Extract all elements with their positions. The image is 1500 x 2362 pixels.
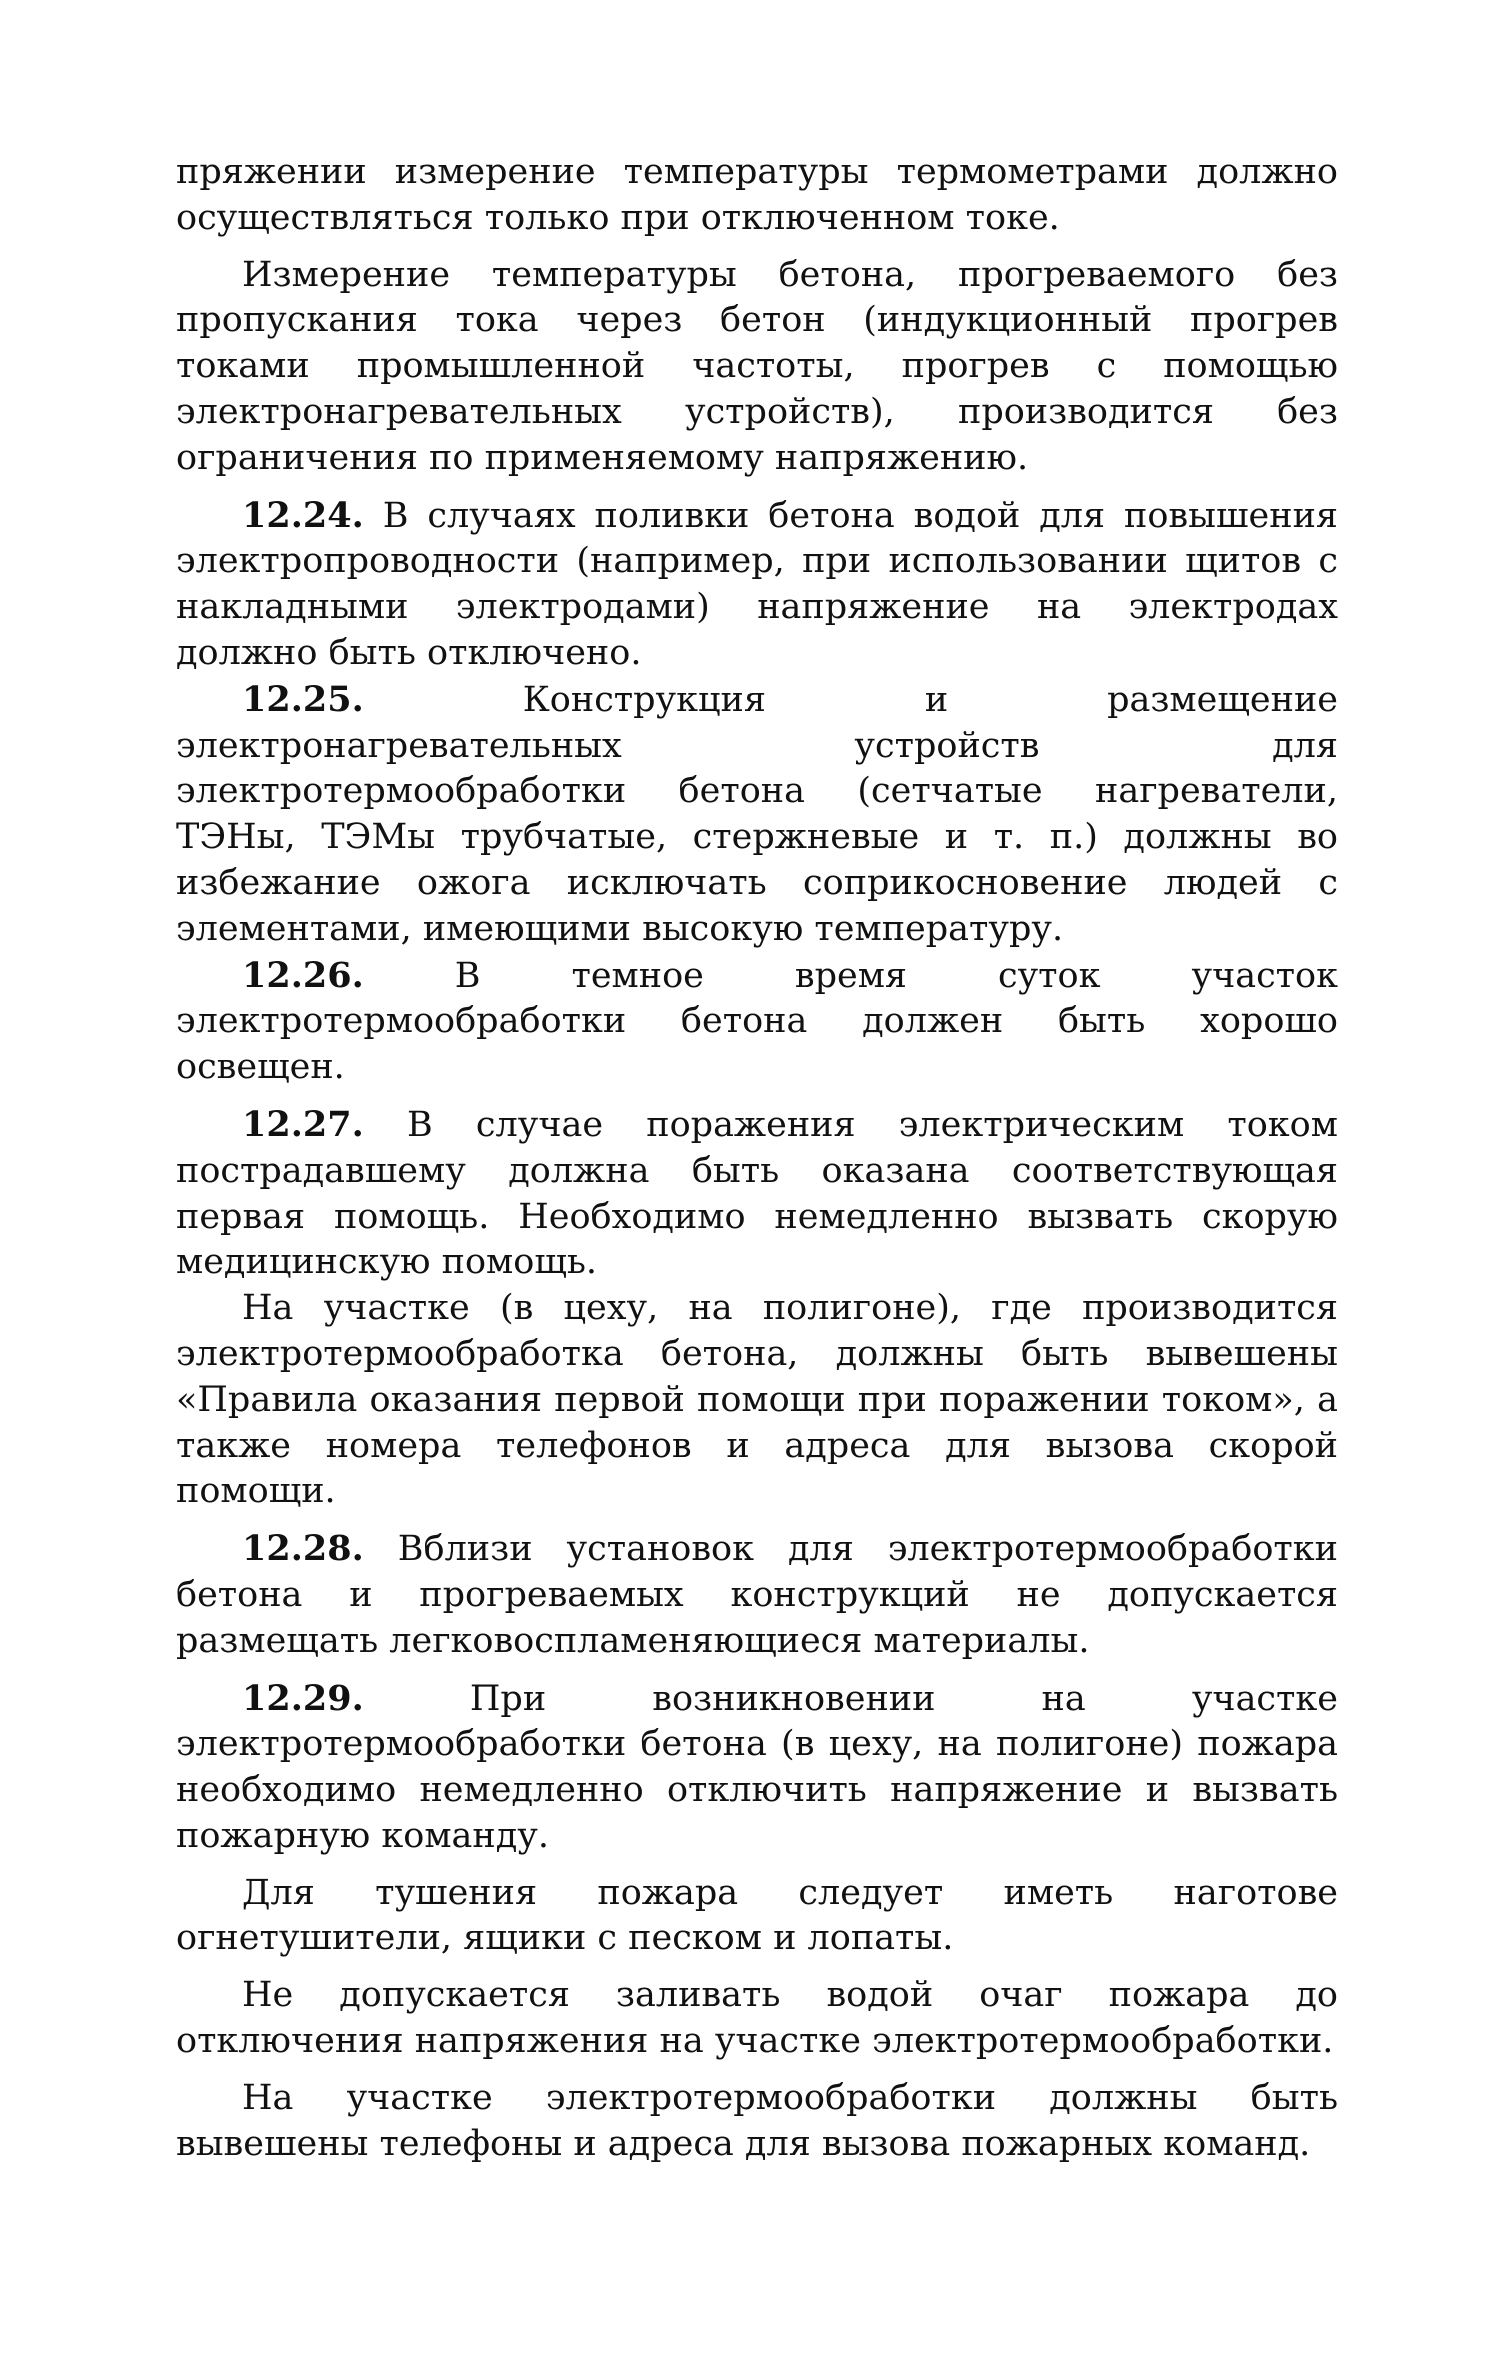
clause-text: Конструкция и размещение электронагревательных устройств для электротермообработки бетона (сетчатые нагреватели, ТЭНы, ТЭМы трубчатые, стержневые и т. п.) должны во избежание ожога исключать соприкосновение людей с элементами, имеющими высокую температуру.	[176, 679, 1338, 949]
clause-12-27	[176, 1102, 1338, 1286]
clause-text: В случаях поливки бетона водой для повышения электропроводности (например, при использовании щитов с накладными электродами) напряжение на электродах должно быть отключено.	[176, 495, 1338, 673]
paragraph-fire-equipment	[176, 1871, 1338, 1963]
clause-text: Вблизи установок для электротермообработки бетона и прогреваемых конструкций не допускается размещать легковоспламеняющиеся материалы.	[176, 1529, 1338, 1661]
clause-number: 12.27.	[242, 1103, 364, 1145]
paragraph-text: Измерение температуры бетона, прогреваемого без пропускания тока через бетон (индукционный прогрев токами промышленной частоты, прогрев с помощью электронагревательных устройств), производится без ограничения по применяемому напряжению.	[176, 254, 1338, 478]
clause-number: 12.29.	[242, 1677, 364, 1719]
clause-text: В темное время суток участок электротермообработки бетона должен быть хорошо освещен.	[176, 955, 1338, 1088]
paragraph-continuation	[176, 150, 1338, 242]
paragraph-text: пряжении измерение температуры термометрами должно осуществляться только при отключенном токе.	[176, 152, 1338, 238]
clause-12-25	[176, 677, 1338, 953]
paragraph-text: Не допускается заливать водой очаг пожара до отключения напряжения на участке электротермообработки.	[176, 1975, 1338, 2062]
clause-12-26	[176, 953, 1338, 1091]
clause-12-29	[176, 1676, 1338, 1860]
document-page	[176, 150, 1338, 2167]
clause-12-24	[176, 493, 1338, 677]
paragraph-text: Для тушения пожара следует иметь наготове огнетушители, ящики с песком и лопаты.	[176, 1872, 1338, 1959]
paragraph-first-aid-rules	[176, 1286, 1338, 1515]
paragraph-fire-phones	[176, 2076, 1338, 2168]
paragraph-no-water	[176, 1973, 1338, 2065]
paragraph-text: На участке (в цеху, на полигоне), где производится электротермообработка бетона, должны быть вывешены «Правила оказания первой помощи при поражении током», а также номера телефонов и адреса для вызова скорой помощи.	[176, 1288, 1338, 1512]
clause-text: В случае поражения электрическим током пострадавшему должна быть оказана соответствующая первая помощь. Необходимо немедленно вызвать скорую медицинскую помощь.	[176, 1104, 1338, 1283]
clause-number: 12.24.	[242, 494, 364, 536]
clause-number: 12.26.	[242, 954, 364, 996]
paragraph-temperature-measurement	[176, 253, 1338, 482]
clause-number: 12.25.	[242, 678, 364, 720]
paragraph-text: На участке электротермообработки должны быть вывешены телефоны и адреса для вызова пожарных команд.	[176, 2077, 1338, 2164]
clause-12-28	[176, 1526, 1338, 1664]
clause-text: При возникновении на участке электротермообработки бетона (в цеху, на полигоне) пожара необходимо немедленно отключить напряжение и вызвать пожарную команду.	[176, 1678, 1338, 1856]
clause-number: 12.28.	[242, 1528, 364, 1570]
